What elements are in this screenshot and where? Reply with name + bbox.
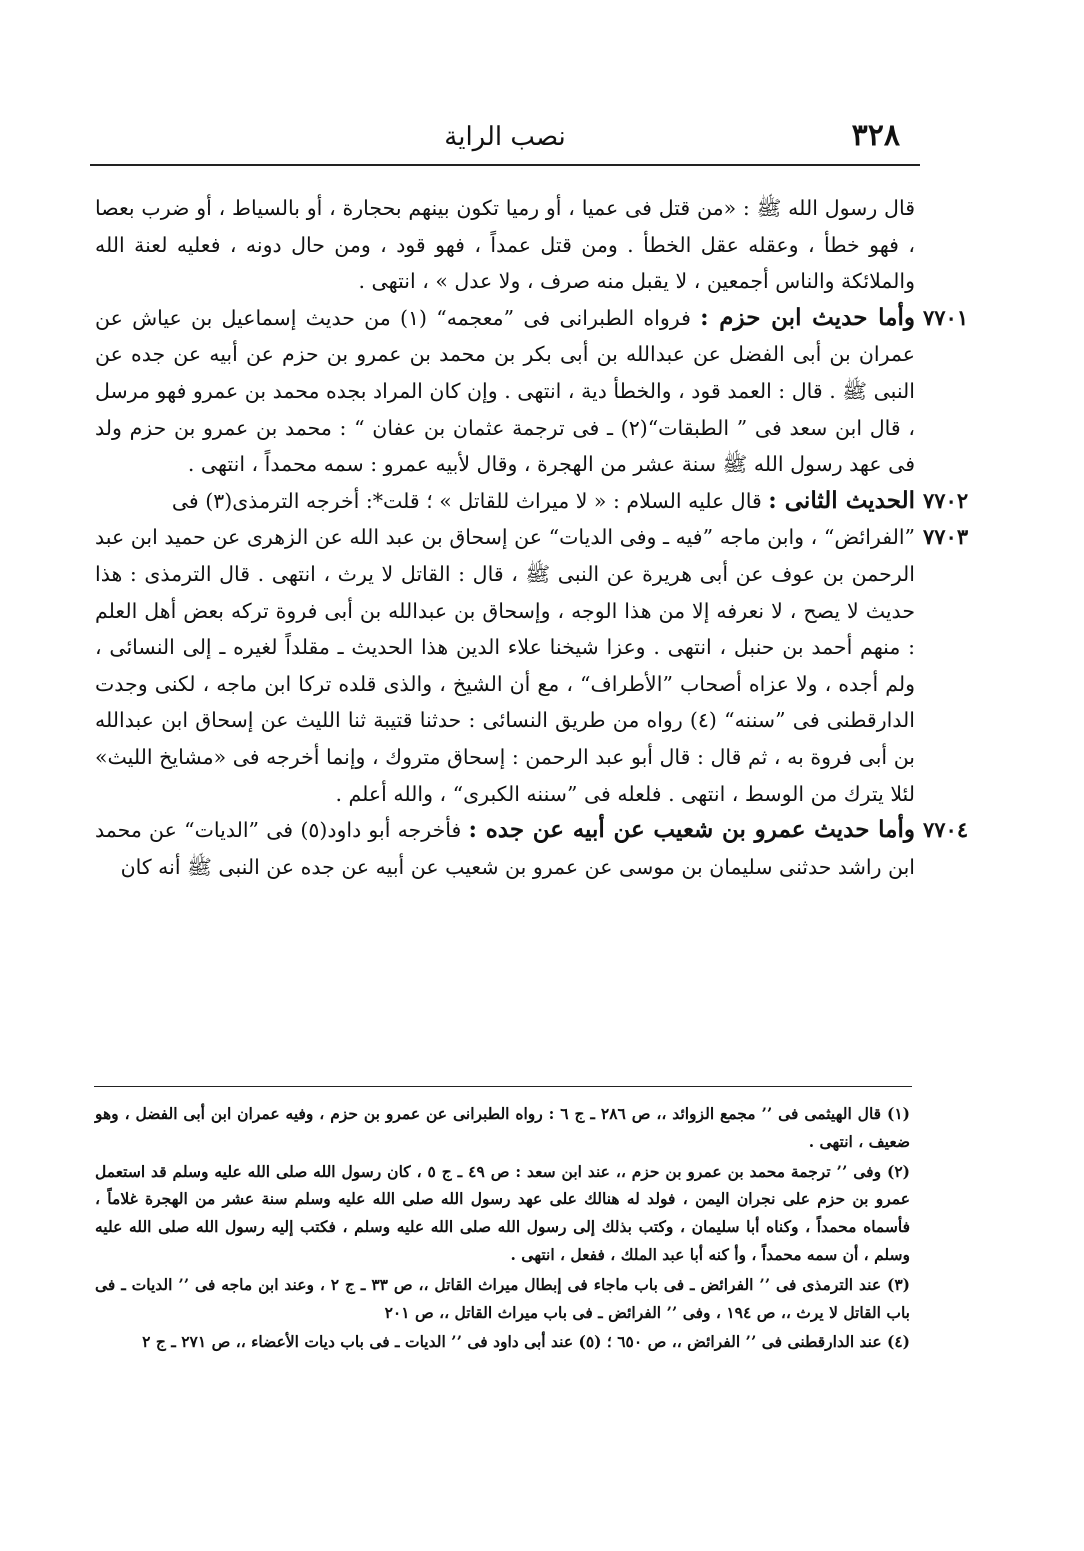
footnotes <box>95 1100 910 1358</box>
page-header <box>90 118 920 166</box>
paragraph-lead: وأما حديث ابن حزم : <box>700 303 916 331</box>
hadith-number: ٧٧٠١ <box>923 304 969 330</box>
paragraph <box>95 519 969 812</box>
running-title: نصب الراية <box>444 122 566 152</box>
paragraph <box>95 190 915 300</box>
footnote: (١) قال الهيثمى فى ’’ مجمع الزوائد ،، ص ٢٨٦ ـ ج ٦ : رواه الطبرانى عن عمرو بن حزم ، وفيه عمران ابن أبى الفضل ، وهو ضعيف ، انتهى . <box>95 1104 910 1151</box>
main-text <box>95 190 969 885</box>
paragraph <box>95 812 969 885</box>
paragraph-text: فأخرجه أبو داود(٥) فى ”الديات“ عن محمد ابن راشد حدثنى سليمان بن موسى عن عمرو بن شعيب عن أبيه عن جده عن النبى ﷺ أنه كان <box>95 818 915 879</box>
paragraph <box>95 300 969 483</box>
paragraph-lead: وأما حديث عمرو بن شعيب عن أبيه عن جده : <box>468 816 915 844</box>
hadith-number: ٧٧٠٤ <box>923 817 969 843</box>
paragraph-text: قال عليه السلام : « لا ميراث للقاتل » ؛ قلت*: أخرجه الترمذى(٣) فى <box>171 488 769 513</box>
paragraph <box>95 483 969 520</box>
footnote: (٣) عند الترمذى فى ’’ الفرائض ـ فى باب ماجاء فى إبطال ميراث القاتل ،، ص ٣٣ ـ ج ٢ ، وعند ابن ماجه فى ’’ الديات ـ فى باب القاتل لا يرث ،، ص ١٩٤ ، وفى ’’ الفرائض ـ فى باب ميراث القاتل ،، ص ٢٠١ <box>95 1274 910 1322</box>
paragraph-text: فرواه الطبرانى فى ”معجمه“ (١) من حديث إسماعيل بن عياش عن عمران بن أبى الفضل عن عبدالله بن أبى بكر بن محمد بن عمرو بن حزم عن أبيه عن جده عن النبى ﷺ . قال : العمد قود ، والخطأ دية ، انتهى . وإن كان المراد بجده محمد بن عمرو فهو مرسل ، قال ابن سعد فى ” الطبقات“(٢) ـ فى ترجمة عثمان بن عفان “ : محمد بن عمرو بن حزم ولد فى عهد رسول الله ﷺ سنة عشر من الهجرة ، وقال لأبيه عمرو : سمه محمداً ، انتهى . <box>95 305 915 477</box>
footnote: (٢) وفى ’’ ترجمة محمد بن عمرو بن حزم ،، عند ابن سعد : ص ٤٩ ـ ج ٥ ، كان رسول الله صلى الله عليه وسلم قد استعمل عمرو بن حزم على نجران اليمن ، فولد له هنالك على عهد رسول الله صلى الله عليه وسلم سنة عشر من الهجرة غلاماً ، فأسماه محمداً ، وكناه أبا سليمان ، وكتب بذلك إلى رسول الله صلى الله عليه وسلم ، فكتب إليه رسول الله صلى الله عليه وسلم ، أن سمه محمداً ، وأ كنه أبا عبد الملك ، ففعل ، انتهى . <box>95 1161 910 1264</box>
hadith-number: ٧٧٠٢ <box>923 487 969 513</box>
paragraph-lead: الحديث الثانى : <box>768 486 915 514</box>
footnote-separator <box>94 1086 912 1087</box>
page-number: ٣٢٨ <box>851 118 900 153</box>
paragraph-text: قال رسول الله ﷺ : «من قتل فى عميا ، أو رميا تكون بينهم بحجارة ، أو بالسياط ، أو ضرب بعصا ، فهو خطأ ، وعقله عقل الخطأ . ومن قتل عمداً ، فهو قود ، ومن حال دونه ، فعليه لعنة الله والملائكة والناس أجمعين ، لا يقبل منه صرف ، ولا عدل » ، انتهى . <box>95 196 915 294</box>
paragraph-text: ”الفرائض“ ، وابن ماجه ”فيه ـ وفى الديات“ عن إسحاق بن عبد الله عن الزهرى عن حميد ابن عبد الرحمن بن عوف عن أبى هريرة عن النبى ﷺ ، قال : القاتل لا يرث ، انتهى . قال الترمذى : هذا حديث لا يصح ، لا نعرفه إلا من هذا الوجه ، وإسحاق بن عبدالله بن أبى فروة تركه بعض أهل العلم : منهم أحمد بن حنبل ، انتهى . وعزا شيخنا علاء الدين هذا الحديث ـ مقلداً لغيره ـ إلى النسائى ، ولم أجده ، ولا عزاه أصحاب ”الأطراف“ ، مع أن الشيخ ، والذى قلده تركا ابن ماجه ، لكنى وجدت الدارقطنى فى ”سننه“ (٤) رواه من طريق النسائى : حدثنا قتيبة ثنا الليث عن إسحاق ابن عبدالله بن أبى فروة به ، ثم قال : قال أبو عبد الرحمن : إسحاق متروك ، وإنما أخرجه فى «مشايخ الليث» لئلا يترك من الوسط ، انتهى . فلعله فى ”سننه الكبرى“ ، والله أعلم . <box>95 525 915 806</box>
footnote: (٤) عند الدارقطنى فى ’’ الفرائض ،، ص ٦٥٠ ؛ (٥) عند أبى داود فى ’’ الديات ـ فى باب ديات الأعضاء ،، ص ٢٧١ ـ ج ٢ <box>142 1332 910 1352</box>
hadith-number: ٧٧٠٣ <box>923 524 969 550</box>
